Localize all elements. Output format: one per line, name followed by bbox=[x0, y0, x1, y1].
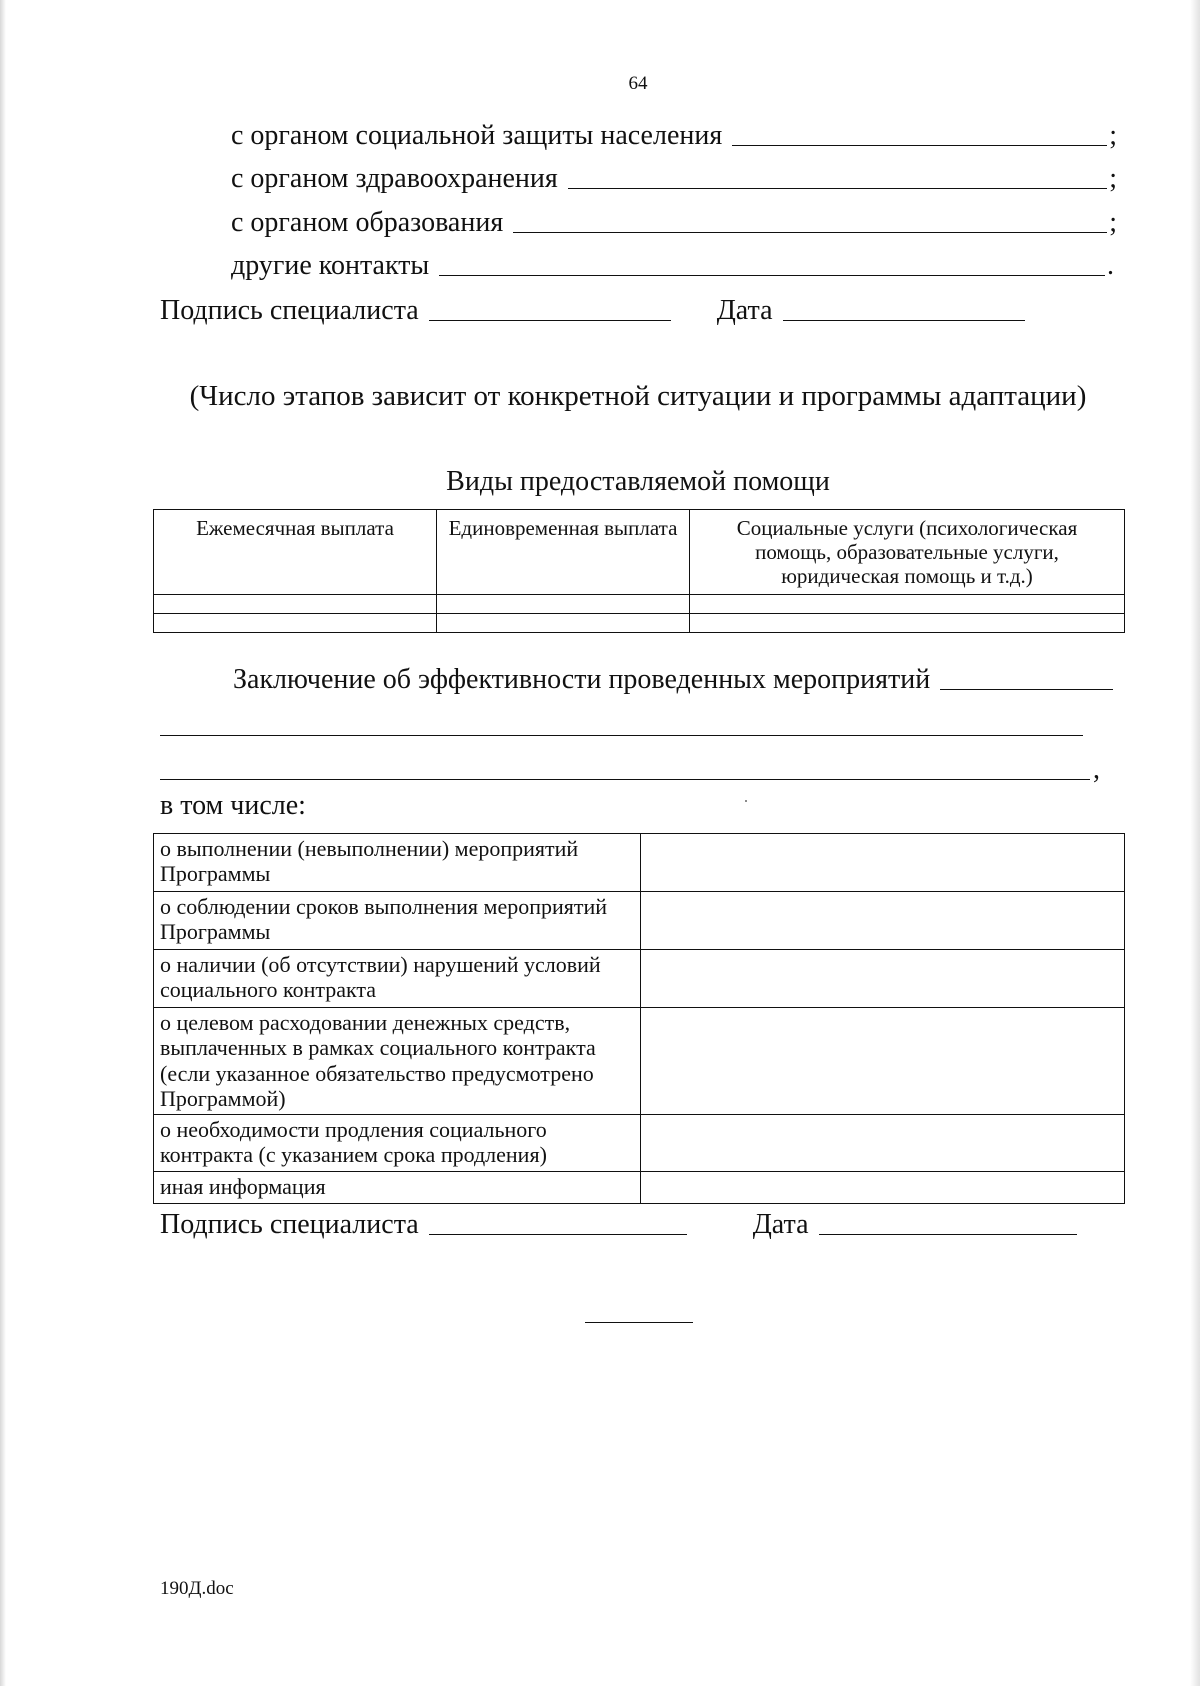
table-row bbox=[154, 892, 1125, 950]
page-number: 64 bbox=[628, 73, 648, 94]
footer-file-name: 190Д.doc bbox=[160, 1578, 234, 1599]
fill-line[interactable] bbox=[568, 188, 1107, 189]
table-row bbox=[154, 950, 1125, 1008]
header-one-time-payment: Единовременная выплата bbox=[437, 510, 690, 595]
table-cell[interactable] bbox=[690, 614, 1125, 633]
scan-edge-right bbox=[1190, 0, 1200, 1686]
item-value[interactable] bbox=[640, 950, 1125, 1008]
contact-line-label: с органом здравоохранения bbox=[231, 163, 558, 194]
including-label: в том числе: bbox=[160, 790, 306, 821]
conclusion-details-table bbox=[153, 833, 1125, 1204]
assistance-table-title: Виды предоставляемой помощи bbox=[446, 466, 830, 497]
signature-label: Подпись специалиста bbox=[160, 295, 419, 326]
item-value[interactable] bbox=[640, 834, 1125, 892]
item-label: о целевом расходовании денежных средств, выплаченных в рамках социального контракта (если указанное обязательство предусмотрено Программой) bbox=[154, 1008, 641, 1115]
item-value[interactable] bbox=[640, 1115, 1125, 1172]
line-end-mark: , bbox=[1093, 754, 1100, 785]
contact-line-education bbox=[231, 203, 1117, 239]
table-header-row bbox=[154, 510, 1125, 595]
line-end-mark: ; bbox=[1109, 163, 1117, 194]
signature-row-bottom bbox=[160, 1205, 1100, 1241]
conclusion-line bbox=[233, 660, 1113, 696]
date-label: Дата bbox=[752, 1209, 809, 1240]
item-label: иная информация bbox=[154, 1172, 641, 1204]
contact-line-label: другие контакты bbox=[231, 250, 430, 281]
date-blank[interactable] bbox=[783, 320, 1025, 321]
line-end-mark: ; bbox=[1109, 120, 1117, 151]
item-value[interactable] bbox=[640, 1172, 1125, 1204]
conclusion-label: Заключение об эффективности проведенных мероприятий bbox=[233, 664, 931, 695]
end-rule bbox=[585, 1322, 693, 1323]
table-cell[interactable] bbox=[437, 595, 690, 614]
signature-blank[interactable] bbox=[429, 1234, 687, 1235]
conclusion-fill-line[interactable] bbox=[160, 779, 1090, 780]
contact-line-healthcare bbox=[231, 159, 1117, 195]
conclusion-fill-line[interactable] bbox=[160, 735, 1083, 736]
fill-line[interactable] bbox=[732, 145, 1107, 146]
item-label: о выполнении (невыполнении) мероприятий Программы bbox=[154, 834, 641, 892]
fill-line[interactable] bbox=[513, 232, 1107, 233]
table-cell[interactable] bbox=[690, 595, 1125, 614]
date-blank[interactable] bbox=[819, 1234, 1077, 1235]
line-end-mark: . bbox=[1107, 250, 1114, 281]
table-cell[interactable] bbox=[154, 614, 437, 633]
contact-line-social-protection bbox=[231, 116, 1117, 152]
item-label: о соблюдении сроков выполнения мероприятий Программы bbox=[154, 892, 641, 950]
table-row bbox=[154, 1172, 1125, 1204]
item-value[interactable] bbox=[640, 1008, 1125, 1115]
header-monthly-payment: Ежемесячная выплата bbox=[154, 510, 437, 595]
stages-note: (Число этапов зависит от конкретной ситуации и программы адаптации) bbox=[189, 380, 1087, 412]
table-cell[interactable] bbox=[437, 614, 690, 633]
contact-line-label: с органом социальной защиты населения bbox=[231, 120, 723, 151]
signature-blank[interactable] bbox=[429, 320, 671, 321]
table-row bbox=[154, 595, 1125, 614]
assistance-table bbox=[153, 509, 1125, 633]
table-row bbox=[154, 1008, 1125, 1115]
fill-line[interactable] bbox=[439, 275, 1105, 276]
fill-line[interactable] bbox=[940, 689, 1113, 690]
header-social-services: Социальные услуги (психологическая помощь, образовательные услуги, юридическая помощь и т.д.) bbox=[690, 510, 1125, 595]
table-cell[interactable] bbox=[154, 595, 437, 614]
table-row bbox=[154, 834, 1125, 892]
signature-label: Подпись специалиста bbox=[160, 1209, 419, 1240]
contact-line-other bbox=[231, 246, 1114, 282]
table-row bbox=[154, 614, 1125, 633]
item-value[interactable] bbox=[640, 892, 1125, 950]
scan-speck bbox=[745, 800, 747, 802]
item-label: о необходимости продления социального контракта (с указанием срока продления) bbox=[154, 1115, 641, 1172]
signature-row-top bbox=[160, 291, 1050, 327]
contact-line-label: с органом образования bbox=[231, 207, 504, 238]
line-end-mark: ; bbox=[1109, 207, 1117, 238]
item-label: о наличии (об отсутствии) нарушений условий социального контракта bbox=[154, 950, 641, 1008]
date-label: Дата bbox=[716, 295, 773, 326]
table-row bbox=[154, 1115, 1125, 1172]
scan-edge-left bbox=[0, 0, 6, 1686]
